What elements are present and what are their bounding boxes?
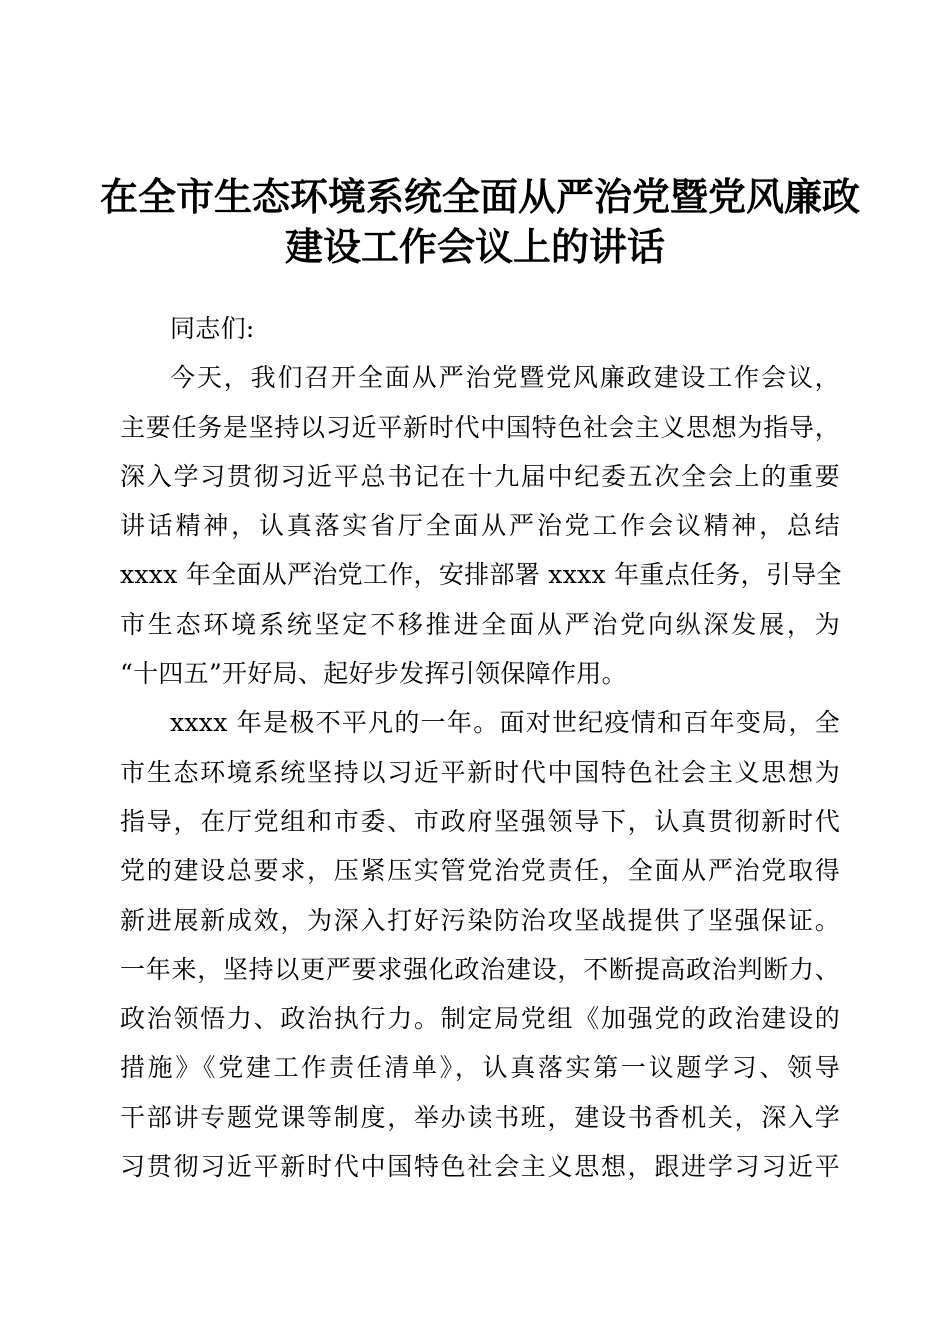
paragraph-1-line: 市生态环境系统坚定不移推进全面从严治党向纵深发展，为 (120, 609, 840, 639)
paragraph-2-line: 干部讲专题党课等制度，举办读书班，建设书香机关，深入学 (120, 1102, 840, 1132)
paragraph-2-line: 市生态环境系统坚持以习近平新时代中国特色社会主义思想为 (120, 757, 840, 787)
paragraph-2-line: 一年来，坚持以更严要求强化政治建设，不断提高政治判断力、 (120, 954, 840, 984)
paragraph-1-line: 深入学习贯彻习近平总书记在十九届中纪委五次全会上的重要 (120, 461, 840, 491)
document-body (120, 304, 840, 1191)
paragraph-1-line: 主要任务是坚持以习近平新时代中国特色社会主义思想为指导， (120, 412, 840, 442)
document-title (100, 172, 861, 272)
paragraph-2-line: xxxx 年是极不平凡的一年。面对世纪疫情和百年变局，全 (170, 708, 840, 738)
paragraph-1-line: “十四五”开好局、起好步发挥引领保障作用。 (120, 659, 627, 689)
paragraph-2-line: 措施》《党建工作责任清单》，认真落实第一议题学习、领导 (120, 1053, 840, 1083)
paragraph-2-line: 习贯彻习近平新时代中国特色社会主义思想，跟进学习习近平 (120, 1152, 840, 1182)
title-line-1: 在全市生态环境系统全面从严治党暨党风廉政 (100, 174, 861, 219)
paragraph-1-line: xxxx 年全面从严治党工作，安排部署 xxxx 年重点任务，引导全 (120, 560, 842, 590)
paragraph-2-line: 指导，在厅党组和市委、市政府坚强领导下，认真贯彻新时代 (120, 806, 840, 836)
title-line-2: 建设工作会议上的讲话 (284, 224, 665, 269)
paragraph-2-line: 新进展新成效，为深入打好污染防治攻坚战提供了坚强保证。 (120, 905, 840, 935)
paragraph-1-line: 今天，我们召开全面从严治党暨党风廉政建设工作会议， (170, 363, 840, 393)
paragraph-2-line: 政治领悟力、政治执行力。制定局党组《加强党的政治建设的 (120, 1004, 840, 1034)
paragraph-2-line: 党的建设总要求，压紧压实管党治党责任，全面从严治党取得 (120, 856, 840, 886)
salutation: 同志们: (170, 314, 255, 343)
paragraph-1-line: 讲话精神，认真落实省厅全面从严治党工作会议精神，总结 (120, 511, 840, 541)
